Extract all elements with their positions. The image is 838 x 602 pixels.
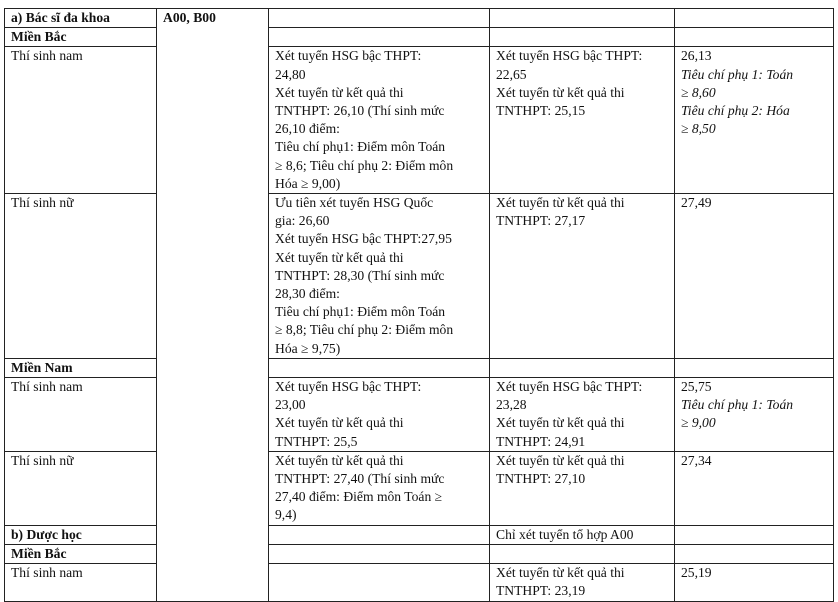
cell-line: 27,34 xyxy=(681,452,712,468)
criteria-line: Tiêu chí phụ 1: Toán xyxy=(681,397,794,413)
empty-cell xyxy=(269,28,490,47)
score-cell-col4 xyxy=(490,194,675,359)
empty-cell xyxy=(490,545,675,564)
empty-cell xyxy=(675,9,834,28)
cell-line: 26,13 xyxy=(681,48,712,64)
cell-line: 26,10 điểm: xyxy=(275,121,340,137)
cell-line: 23,28 xyxy=(496,397,527,413)
score-cell-col4 xyxy=(490,564,675,601)
empty-cell xyxy=(675,28,834,47)
criteria-line: ≥ 8,60 xyxy=(681,84,716,100)
cell-line: 25,75 xyxy=(681,379,712,395)
cell-line: TNTHPT: 25,15 xyxy=(496,103,586,119)
cell-line: Xét tuyển từ kết quả thi xyxy=(275,84,404,100)
cell-line: Xét tuyển từ kết quả thi xyxy=(496,452,625,468)
score-cell-col4 xyxy=(490,378,675,452)
score-cell-col5 xyxy=(675,378,834,452)
score-cell-col5 xyxy=(675,564,834,601)
region-bac-b: Miền Bắc xyxy=(5,545,157,564)
empty-cell xyxy=(675,545,834,564)
section-title-b: b) Dược học xyxy=(5,525,157,544)
score-cell-col3 xyxy=(269,378,490,452)
empty-cell xyxy=(675,525,834,544)
empty-cell xyxy=(269,525,490,544)
cell-line: ≥ 8,8; Tiêu chí phụ 2: Điểm môn xyxy=(275,322,454,338)
empty-cell xyxy=(490,28,675,47)
empty-cell xyxy=(269,9,490,28)
cell-line: Xét tuyển HSG bậc THPT: xyxy=(496,379,643,395)
section-note-b: Chỉ xét tuyển tổ hợp A00 xyxy=(490,525,675,544)
empty-cell xyxy=(490,358,675,377)
score-cell-col3 xyxy=(269,47,490,194)
cell-line: Tiêu chí phụ1: Điểm môn Toán xyxy=(275,304,446,320)
table-row xyxy=(5,358,834,377)
row-label: Thí sinh nam xyxy=(5,47,157,194)
cell-line: ≥ 8,6; Tiêu chí phụ 2: Điểm môn xyxy=(275,157,454,173)
table-row xyxy=(5,564,834,601)
score-cell-col4 xyxy=(490,47,675,194)
row-label: Thí sinh nữ xyxy=(5,451,157,525)
criteria-line: Tiêu chí phụ 1: Toán xyxy=(681,66,794,82)
cell-line: Xét tuyển HSG bậc THPT: xyxy=(496,48,643,64)
region-bac-a: Miền Bắc xyxy=(5,28,157,47)
section-title-a: a) Bác sĩ đa khoa xyxy=(5,9,157,28)
cell-line: Xét tuyển HSG bậc THPT: xyxy=(275,48,422,64)
empty-cell xyxy=(675,358,834,377)
table-row xyxy=(5,47,834,194)
cell-line: Xét tuyển từ kết quả thi xyxy=(496,84,625,100)
score-cell-col3 xyxy=(269,451,490,525)
cell-line: Xét tuyển từ kết quả thi xyxy=(275,452,404,468)
cell-line: gia: 26,60 xyxy=(275,213,330,229)
admission-score-table xyxy=(4,8,834,602)
cell-line: TNTHPT: 26,10 (Thí sinh mức xyxy=(275,103,445,119)
cell-line: Xét tuyển từ kết quả thi xyxy=(496,415,625,431)
cell-line: Hóa ≥ 9,00) xyxy=(275,175,341,191)
row-label: Thí sinh nữ xyxy=(5,194,157,359)
table-row xyxy=(5,194,834,359)
cell-line: 9,4) xyxy=(275,507,297,523)
cell-line: 23,00 xyxy=(275,397,306,413)
cell-line: Hóa ≥ 9,75) xyxy=(275,340,341,356)
empty-cell xyxy=(269,545,490,564)
cell-line: TNTHPT: 28,30 (Thí sinh mức xyxy=(275,267,445,283)
score-cell-col5 xyxy=(675,47,834,194)
table-row xyxy=(5,378,834,452)
score-cell-col5 xyxy=(675,451,834,525)
cell-line: TNTHPT: 27,10 xyxy=(496,471,586,487)
criteria-line: Tiêu chí phụ 2: Hóa xyxy=(681,103,790,119)
cell-line: TNTHPT: 25,5 xyxy=(275,433,358,449)
cell-line: Ưu tiên xét tuyển HSG Quốc xyxy=(275,195,434,211)
cell-line: TNTHPT: 27,17 xyxy=(496,213,586,229)
table-row xyxy=(5,451,834,525)
row-label: Thí sinh nam xyxy=(5,564,157,601)
cell-line: Xét tuyển từ kết quả thi xyxy=(496,195,625,211)
table-row xyxy=(5,9,834,28)
cell-line: Xét tuyển từ kết quả thi xyxy=(275,249,404,265)
cell-line: Xét tuyển từ kết quả thi xyxy=(496,565,625,581)
row-label: Thí sinh nam xyxy=(5,378,157,452)
cell-line: Tiêu chí phụ1: Điểm môn Toán xyxy=(275,139,446,155)
cell-line: 25,19 xyxy=(681,565,712,581)
criteria-line: ≥ 9,00 xyxy=(681,415,716,431)
score-cell-col5 xyxy=(675,194,834,359)
score-cell-col3 xyxy=(269,194,490,359)
cell-line: Xét tuyển từ kết quả thi xyxy=(275,415,404,431)
cell-line: 27,49 xyxy=(681,195,712,211)
cell-line: 22,65 xyxy=(496,66,527,82)
table-row xyxy=(5,28,834,47)
criteria-line: ≥ 8,50 xyxy=(681,121,716,137)
cell-line: TNTHPT: 23,19 xyxy=(496,583,586,599)
table-row xyxy=(5,525,834,544)
cell-line: Xét tuyển HSG bậc THPT:27,95 xyxy=(275,231,452,247)
combo-cell: A00, B00 xyxy=(157,9,269,602)
cell-line: 27,40 điểm: Điểm môn Toán ≥ xyxy=(275,489,443,505)
cell-line: 24,80 xyxy=(275,66,306,82)
score-cell-col4 xyxy=(490,451,675,525)
table-row xyxy=(5,545,834,564)
cell-line: TNTHPT: 24,91 xyxy=(496,433,586,449)
empty-cell xyxy=(269,358,490,377)
cell-line: TNTHPT: 27,40 (Thí sinh mức xyxy=(275,471,445,487)
cell-line: 28,30 điểm: xyxy=(275,286,340,302)
cell-line: Xét tuyển HSG bậc THPT: xyxy=(275,379,422,395)
region-nam-a: Miền Nam xyxy=(5,358,157,377)
empty-cell xyxy=(490,9,675,28)
empty-cell xyxy=(269,564,490,601)
